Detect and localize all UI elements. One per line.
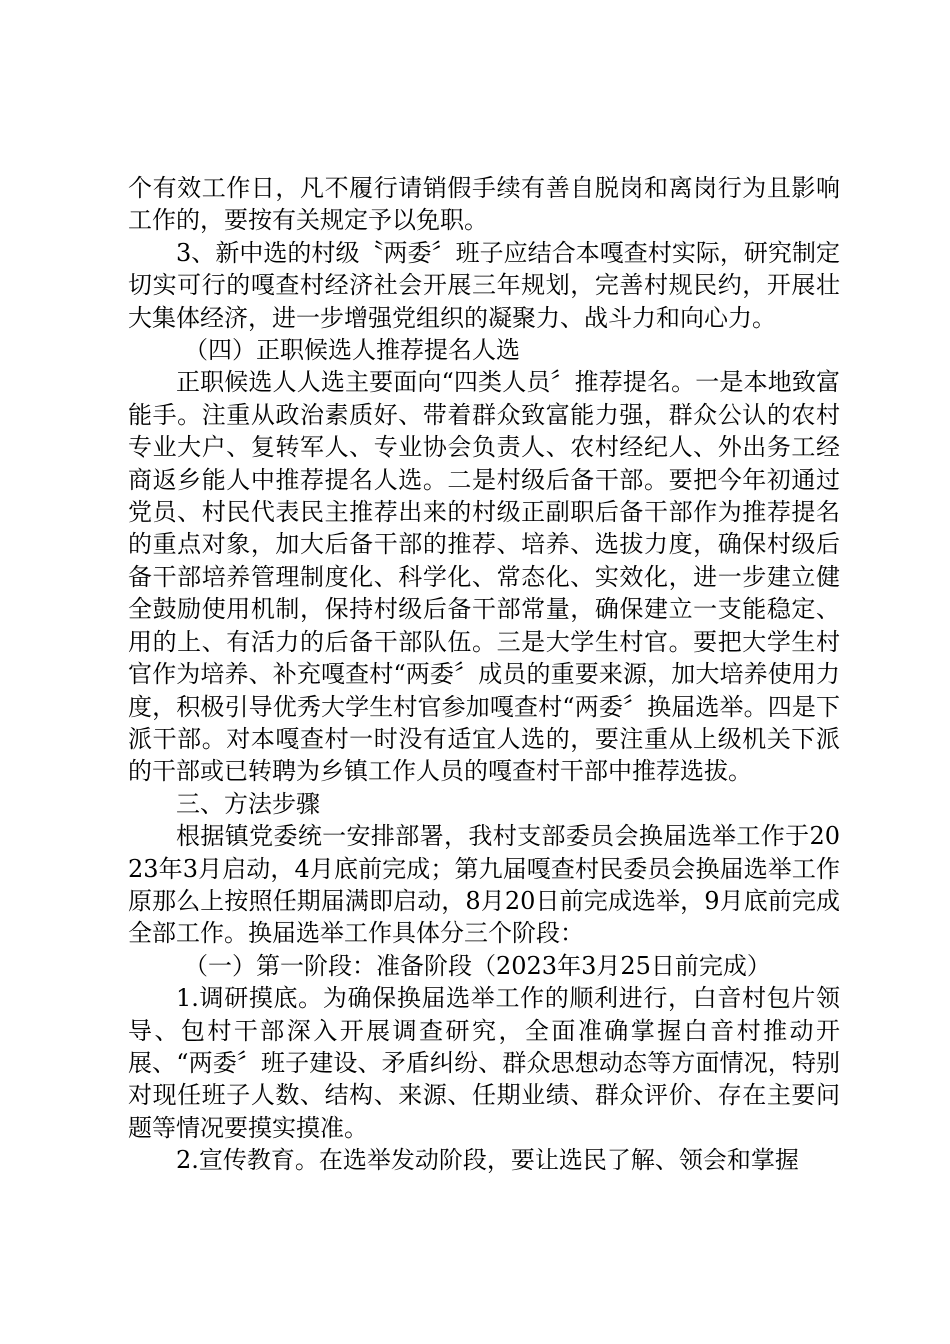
paragraph-8: 1.调研摸底。为确保换届选举工作的顺利进行，白音村包片领导、包村干部深入开展调查研究，全面准确掌握白音村推动开展、“两委〞班子建设、矛盾纠纷、群众思想动态等方面情况，特别对现任班子人数、结构、来源、任期业绩、群众评价、存在主要问题等情况要摸实摸准。 [128,984,840,1142]
section-heading-4: （四）正职候选人推荐提名人选 [184,336,520,365]
section-heading-phase-1: （一）第一阶段：准备阶段（2023年3月25日前完成） [184,951,771,980]
paragraph-6: 根据镇党委统一安排部署，我村支部委员会换届选举工作于2023年3月启动，4月底前完成；第九届嘎查村民委员会换届选举工作原那么上按照任期届满即启动，8月20日前完成选举，9月底前完成全部工作。换届选举工作具体分三个阶段： [128,822,840,948]
paragraph-9: 2.宣传教育。在选举发动阶段，要让选民了解、领会和掌握 [176,1146,799,1175]
body-text [128,172,840,1177]
section-heading-methods: 三、方法步骤 [176,789,320,818]
paragraph-2: 3、新中选的村级〝两委〞班子应结合本嘎查村实际，研究制定切实可行的嘎查村经济社会开展三年规划，完善村规民约，开展壮大集体经济，进一步增强党组织的凝聚力、战斗力和向心力。 [128,238,840,332]
paragraph-4: 正职候选人人选主要面向“四类人员〞推荐提名。一是本地致富能手。注重从政治素质好、带着群众致富能力强，群众公认的农村专业大户、复转军人、专业协会负责人、农村经纪人、外出务工经商返乡能人中推荐提名人选。二是村级后备干部。要把今年初通过党员、村民代表民主推荐出来的村级正副职后备干部作为推荐提名的重点对象，加大后备干部的推荐、培养、选拔力度，确保村级后备干部培养管理制度化、科学化、常态化、实效化，进一步建立健全鼓励使用机制，保持村级后备干部常量，确保建立一支能稳定、用的上、有活力的后备干部队伍。三是大学生村官。要把大学生村官作为培养、补充嘎查村“两委〞成员的重要来源，加大培养使用力度，积极引导优秀大学生村官参加嘎查村“两委〞换届选举。四是下派干部。对本嘎查村一时没有适宜人选的，要注重从上级机关下派的干部或已转聘为乡镇工作人员的嘎查村干部中推荐选拔。 [128,368,840,786]
paragraph-1: 个有效工作日，凡不履行请销假手续有善自脱岗和离岗行为且影响工作的，要按有关规定予以免职。 [128,174,840,235]
